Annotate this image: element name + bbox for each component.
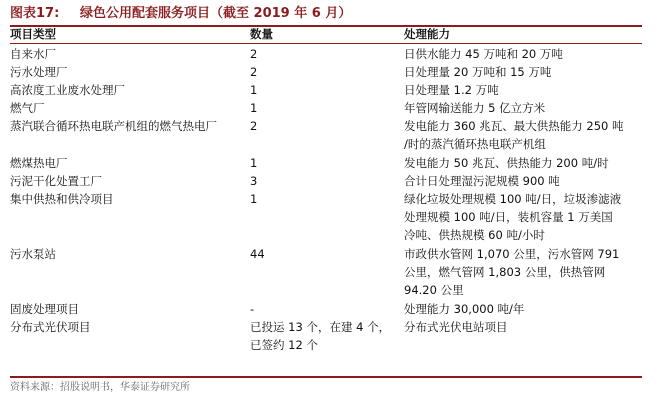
bottom-rule [10, 376, 642, 378]
cell-capacity [404, 190, 621, 244]
cell-capacity [404, 300, 524, 318]
cell-capacity [404, 81, 499, 99]
cell-type: 燃煤热电厂 [10, 156, 68, 170]
cell-capacity [404, 63, 551, 81]
cell-count: 1 [250, 83, 258, 97]
header-count: 数量 [250, 27, 273, 41]
cell-capacity-line: 合计日处理湿污泥规模 900 吨 [404, 174, 560, 188]
cell-capacity [404, 172, 560, 190]
chart-title [10, 3, 351, 25]
cell-capacity-line: 日处理量 20 万吨和 15 万吨 [404, 65, 552, 79]
cell-type: 固废处理项目 [10, 302, 79, 316]
cell-count-line: 已签约 12 个 [250, 338, 318, 352]
cell-type: 分布式光伏项目 [10, 320, 91, 334]
cell-capacity [404, 117, 624, 153]
cell-count: 1 [250, 192, 258, 206]
cell-capacity-line: 日处理量 1.2 万吨 [404, 83, 499, 97]
cell-capacity [404, 154, 609, 172]
cell-count: 44 [250, 247, 265, 261]
cell-capacity [404, 45, 563, 63]
cell-type: 高浓度工业废水处理厂 [10, 83, 125, 97]
cell-type: 蒸汽联合循环热电联产机组的燃气热电厂 [10, 119, 217, 133]
header-capacity: 处理能力 [404, 27, 450, 41]
top-rule [10, 25, 642, 27]
cell-count: 2 [250, 47, 258, 61]
cell-type: 燃气厂 [10, 101, 45, 115]
cell-count: 3 [250, 174, 258, 188]
cell-capacity [404, 99, 545, 117]
cell-capacity-line: 发电能力 360 兆瓦、最大供热能力 250 吨 [404, 119, 624, 133]
cell-count: 2 [250, 119, 258, 133]
cell-type: 污水泵站 [10, 247, 56, 261]
source-note: 资料来源：招股说明书，华泰证券研究所 [10, 382, 190, 393]
cell-capacity-line: 市政供水管网 1,070 公里，污水管网 791 [404, 247, 620, 261]
cell-capacity-line: 94.20 公里 [404, 283, 464, 297]
cell-type: 自来水厂 [10, 47, 56, 61]
cell-type: 污水处理厂 [10, 65, 68, 79]
cell-capacity-line: 发电能力 50 兆瓦、供热能力 200 吨/时 [404, 156, 609, 170]
cell-count [250, 318, 390, 354]
cell-capacity-line: 公里，燃气管网 1,803 公里，供热管网 [404, 265, 606, 279]
cell-count-line: 已投运 13 个，在建 4 个， [250, 320, 391, 334]
cell-capacity-line: 绿化垃圾处理规模 100 吨/日，垃圾渗滤液 [404, 192, 622, 206]
cell-capacity-line: 年管网输送能力 5 亿立方米 [404, 101, 546, 115]
cell-capacity-line: 日供水能力 45 万吨和 20 万吨 [404, 47, 563, 61]
cell-capacity [404, 245, 619, 299]
cell-capacity-line: 处理能力 30,000 吨/年 [404, 302, 525, 316]
title-label: 图表17: [10, 6, 60, 21]
cell-capacity [404, 318, 508, 336]
cell-count: 1 [250, 156, 258, 170]
cell-capacity-line: 处理规模 100 吨/日，装机容量 1 万美国 [404, 210, 613, 224]
header-type: 项目类型 [10, 27, 56, 41]
cell-capacity-line: 冷吨、供热规模 60 吨/小时 [404, 228, 545, 242]
cell-count: - [250, 302, 255, 316]
cell-type: 集中供热和供冷项目 [10, 192, 114, 206]
cell-count: 1 [250, 101, 258, 115]
header-rule [10, 43, 642, 44]
cell-capacity-line: 分布式光伏电站项目 [404, 320, 508, 334]
cell-type: 污泥干化处置工厂 [10, 174, 102, 188]
cell-count: 2 [250, 65, 258, 79]
cell-capacity-line: /时的蒸汽循环热电联产机组 [404, 137, 546, 151]
title-text: 绿色公用配套服务项目（截至 2019 年 6 月） [80, 6, 352, 21]
